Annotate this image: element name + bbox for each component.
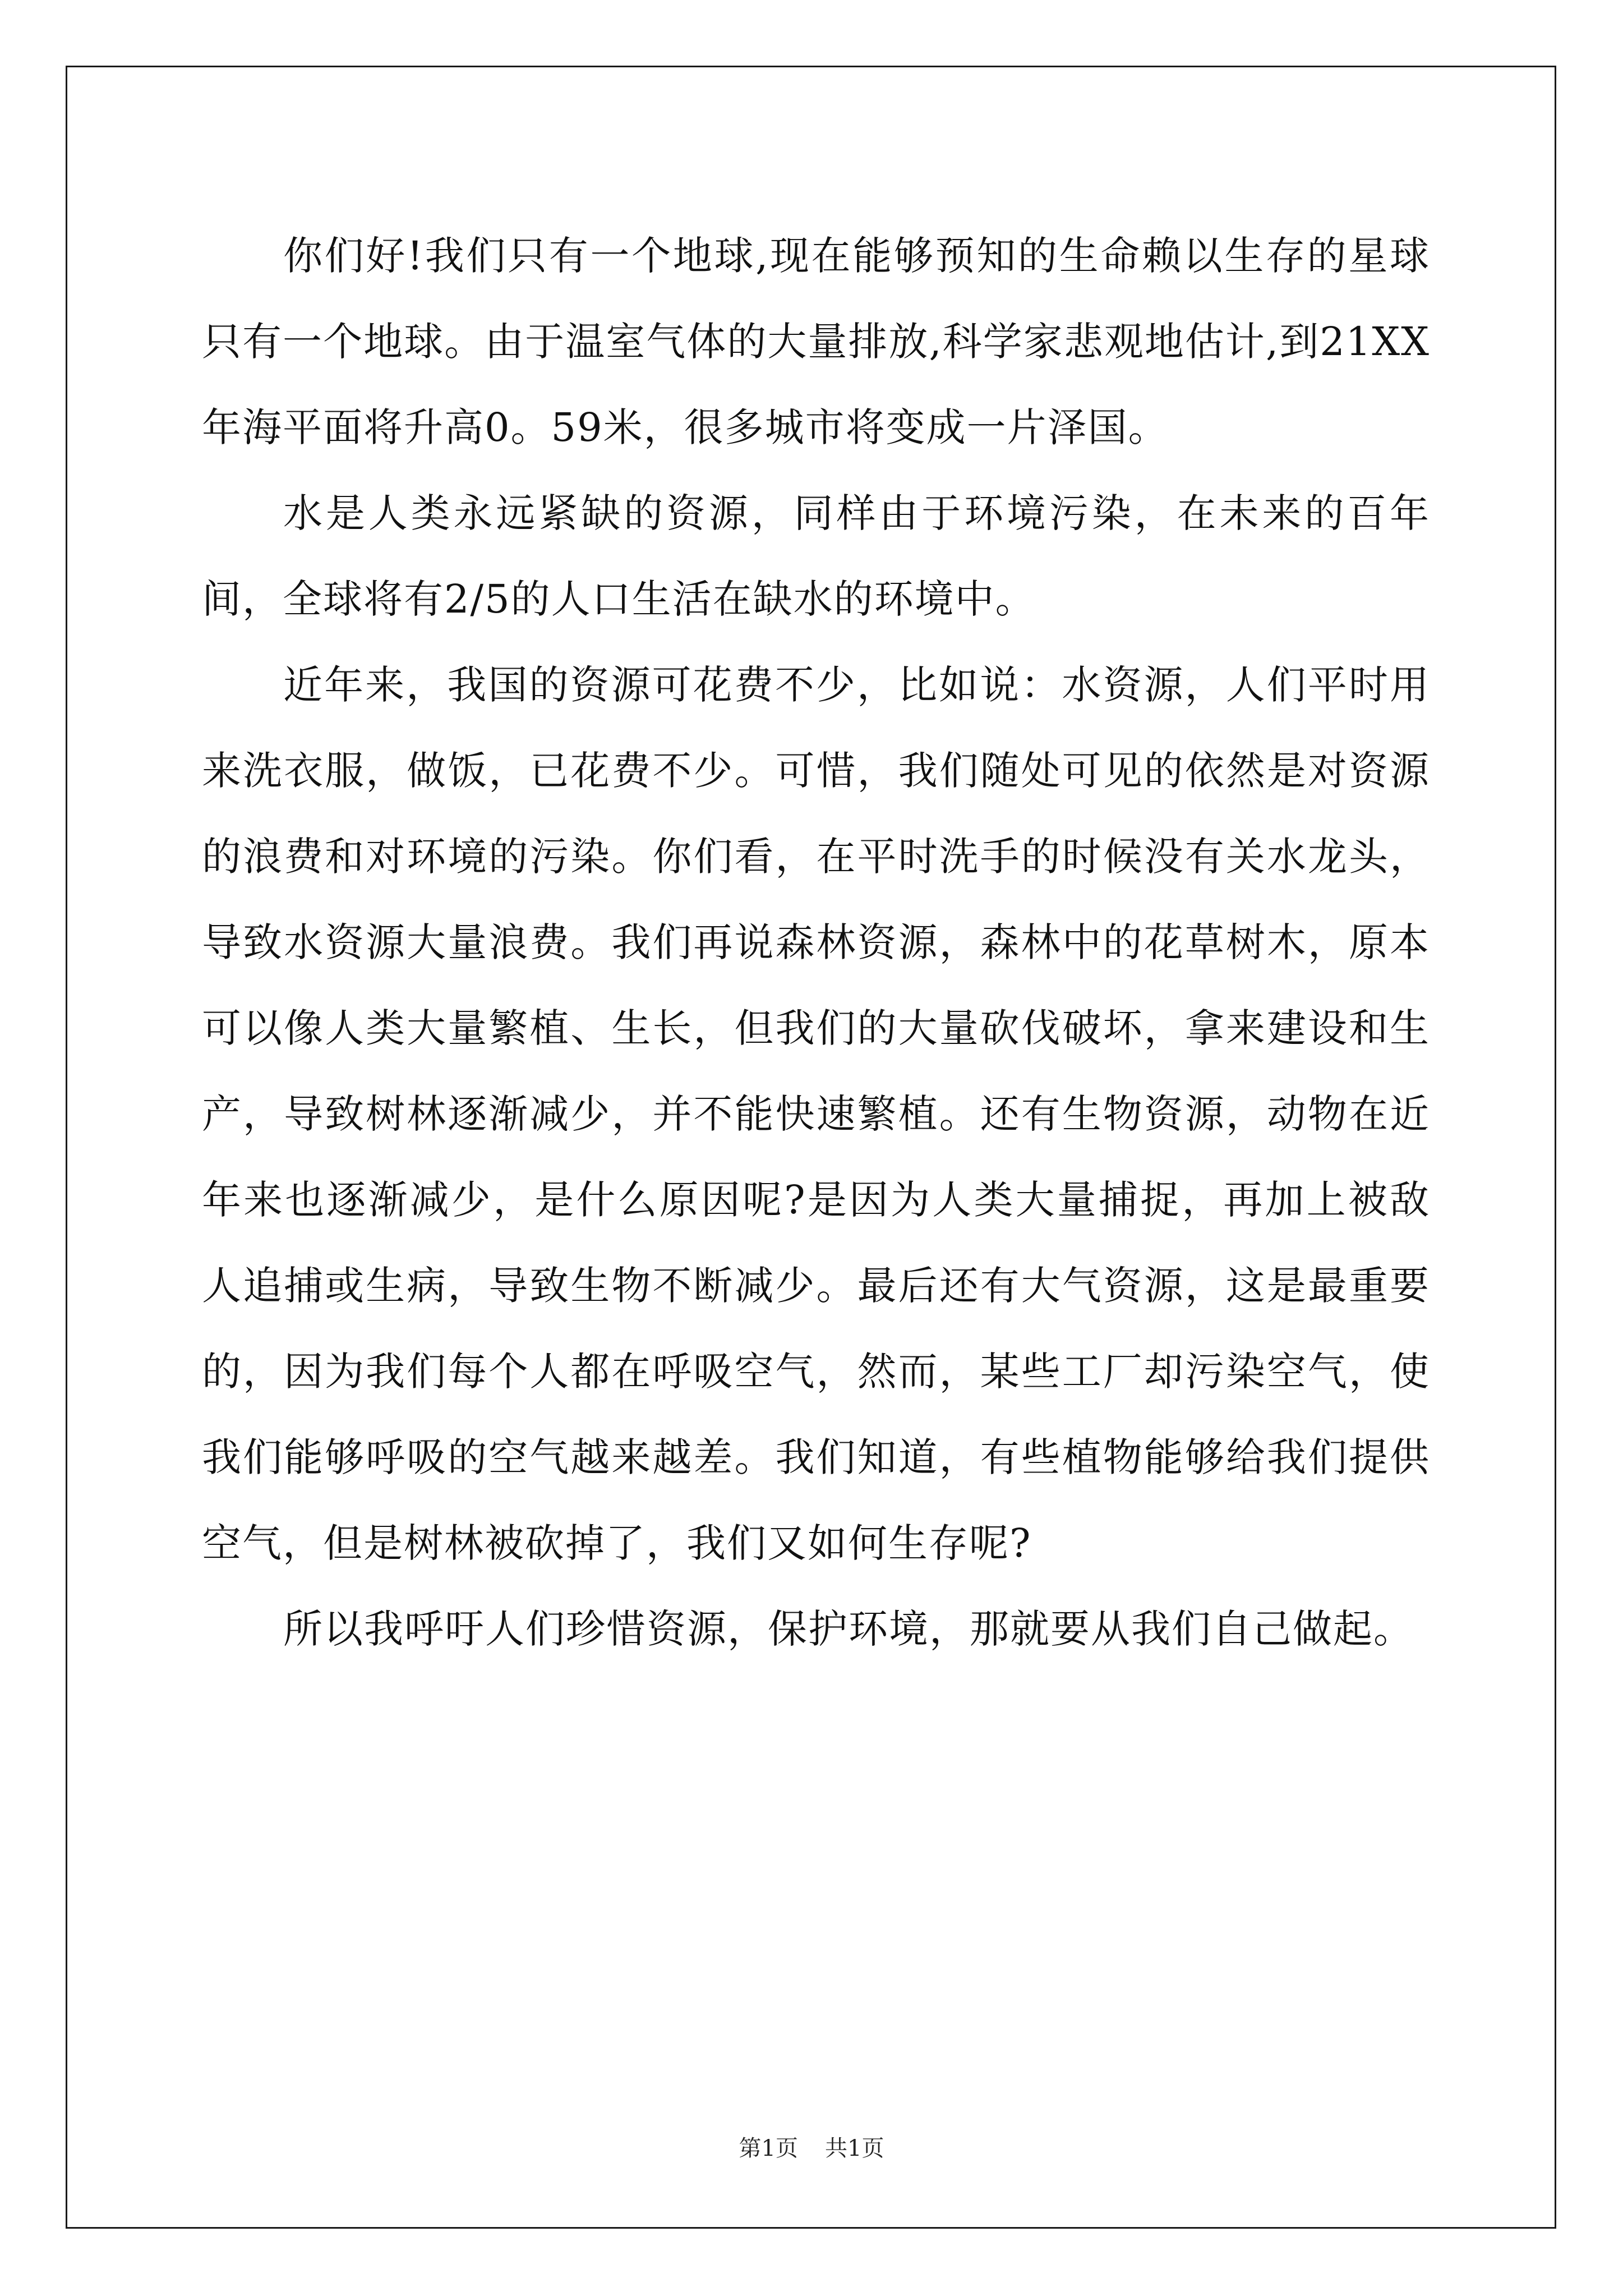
page-number-current: 第1页 xyxy=(739,2136,798,2161)
page-number-total: 共1页 xyxy=(825,2136,884,2161)
paragraph-4: 所以我呼吁人们珍惜资源，保护环境，那就要从我们自己做起。 xyxy=(283,1606,1414,1652)
paragraph-1: 你们好!我们只有一个地球,现在能够预知的生命赖以生存的星球只有一个地球。由于温室气体的大量排放,科学家悲观地估计,到21XX年海平面将升高0。59米，很多城市将变成一片泽国。 xyxy=(202,233,1430,450)
paragraph-3: 近年来，我国的资源可花费不少，比如说：水资源，人们平时用来洗衣服，做饭，已花费不少。可惜，我们随处可见的依然是对资源的浪费和对环境的污染。你们看，在平时洗手的时候没有关水龙头，导致水资源大量浪费。我们再说森林资源，森林中的花草树木，原本可以像人类大量繁植、生长，但我们的大量砍伐破坏，拿来建设和生产，导致树林逐渐减少，并不能快速繁植。还有生物资源，动物在近年来也逐渐减少，是什么原因呢?是因为人类大量捕捉，再加上被敌人追捕或生病，导致生物不断减少。最后还有大气资源，这是最重要的，因为我们每个人都在呼吸空气，然而，某些工厂却污染空气，使我们能够呼吸的空气越来越差。我们知道，有些植物能够给我们提供空气，但是树林被砍掉了，我们又如何生存呢? xyxy=(202,662,1430,1566)
paragraph-2: 水是人类永远紧缺的资源，同样由于环境污染，在未来的百年间，全球将有2/5的人口生活在缺水的环境中。 xyxy=(202,490,1430,622)
document-body xyxy=(202,213,1430,1672)
page-footer xyxy=(0,2132,1623,2165)
